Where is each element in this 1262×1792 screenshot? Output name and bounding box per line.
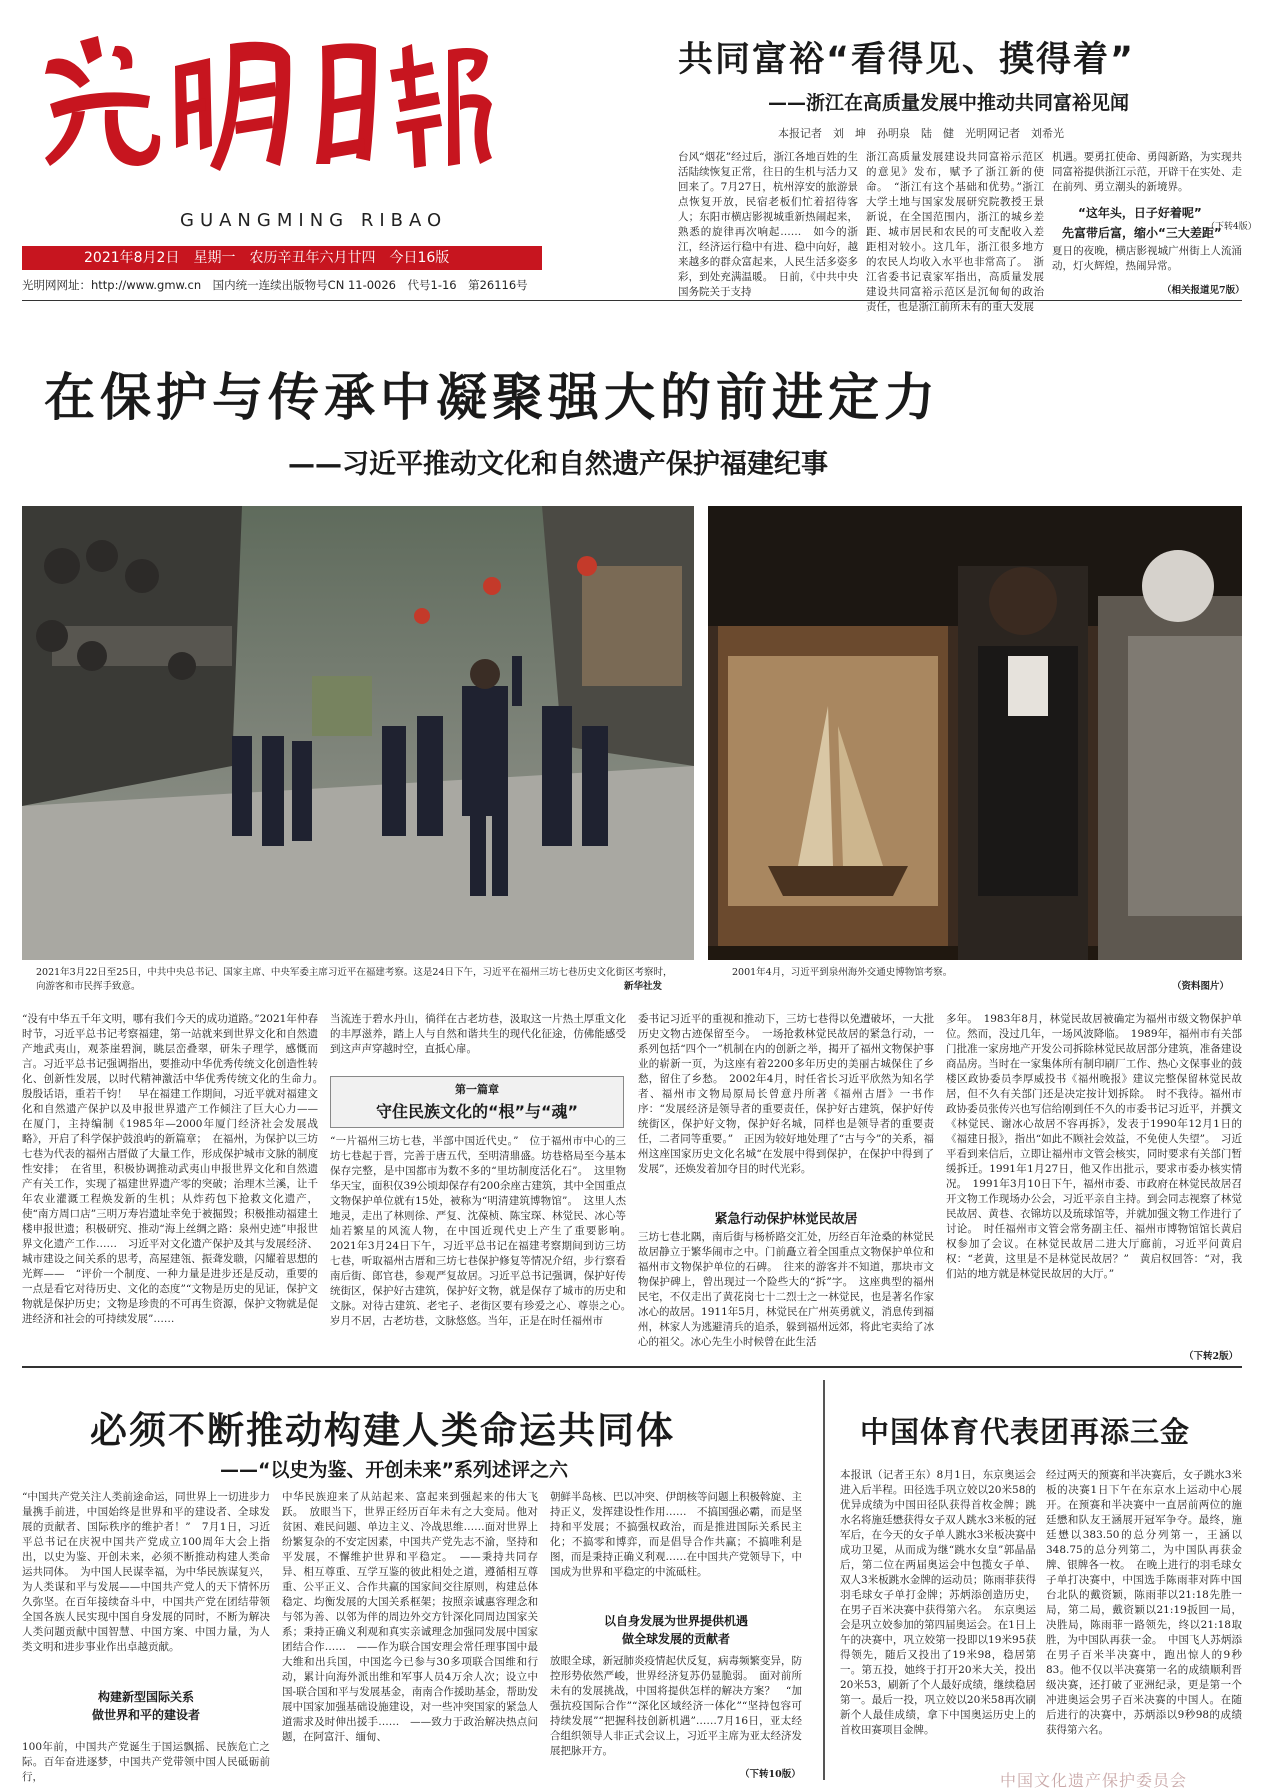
main-col4-cont: （下转2版） bbox=[1184, 1351, 1239, 1362]
top-story-subtitle: ——浙江在高质量发展中推动共同富裕见闻 bbox=[768, 92, 1130, 114]
photo-sanfang-qixiang bbox=[22, 506, 694, 960]
bottom-divider bbox=[823, 1380, 825, 1780]
top-story-col2: 浙江高质量发展建设共同富裕示范区的意见》发布，赋予了浙江新的使命。 “浙江有这个基础和优势。”浙江大学土地与国家发展研究院教授王景新说，在全国范围内，浙江的城乡差距、城市居民和农民的可支配收入差距相对较小。这几年，浙江很多地方的农民人均收入水平也非常高了。 浙江省委书记袁家军指出，高质量发展建设共同富裕示范区是沉甸甸的政治责任，也是浙江前所未有的重大发展 bbox=[866, 151, 1044, 313]
watermark: 中国文化遗产保护委员会 bbox=[1000, 1771, 1188, 1790]
info-bar: 光明网网址：http://www.gmw.cn 国内统一连续出版物号CN 11-0026 代号1-16 第26116号 bbox=[22, 278, 528, 292]
photo-quanzhou-museum bbox=[708, 506, 1242, 960]
top-story-byline: 本报记者 刘 坤 孙明泉 陆 健 光明网记者 刘希光 bbox=[778, 127, 1064, 140]
top-story-related-note: （相关报道见7版） bbox=[1162, 285, 1245, 296]
top-story-col3-after: 夏日的夜晚，横店影视城广州街上人流涌动，灯火辉煌，热闹异常。 bbox=[1052, 245, 1242, 272]
masthead-logo bbox=[40, 26, 495, 176]
top-story-title: 共同富裕“看得见、摸得着” bbox=[678, 40, 1136, 80]
photo1-credit: 新华社发 bbox=[624, 981, 663, 992]
photo-museum-scene-icon bbox=[708, 506, 1242, 960]
photo2-caption: 2001年4月，习近平到泉州海外交通史博物馆考察。 bbox=[732, 967, 953, 978]
bl-col1-bottom: 100年前，中国共产党诞生于国运飘摇、民族危亡之际。百年奋进逐梦，中国共产党带领中国人民砥砺前行， bbox=[22, 1741, 270, 1783]
br-col2: 经过两天的预赛和半决赛后，女子跳水3米板的决赛1日下午在东京水上运动中心展开。在预赛和半决赛中一直居前两位的施廷懋和队友王涵展开冠军争夺。最终，施廷懋以383.50的总分列第一，王涵以348.75的总分列第二，为中国队再获金牌、银牌各一枚。 在晚上进行的羽毛球女子单打决赛中，中国选手陈雨菲对阵中国台北队的戴资颖，陈雨菲以21:18先胜一局，第二局，戴资颖以21:19扳回一局，决胜局，陈雨菲一路领先，终以21:18取胜，为中国队再获一金。 中国飞人苏炳添在男子百米半决赛中，跑出惊人的9秒83。他不仅以半决赛第一名的成绩顺利晋级决赛，还打破了亚洲纪录，更是第一个冲进奥运会男子百米决赛的中国人。在随后进行的决赛中，苏炳添以9秒98的成绩获得第六名。 bbox=[1046, 1469, 1242, 1736]
main-col3-top: 委书记习近平的重视和推动下，三坊七巷得以免遭破坏，一大批历史文物古迹保留至今。 一场抢救林觉民故居的紧急行动，一系列包括“四个一”机制在内的创新之举，揭开了福州文物保护事业的崭新一页，为这座有着2200多年历史的美丽古城保住了乡愁，留住了乡愁。 2002年4月，时任省长习近平欣然为知名学者、福州市文物局原局长曾意丹所著《福州古厝》一书作序：“发展经济是领导者的重要责任，保护好古建筑，保护好传统街区，保护好文物，保护好名城，同样也是领导者的重要责任，二者同等重要。” 正因为较好地处理了“古与今”的关系，福州这座国家历史文化名城“在发展中得到保护，在保护中得到了发展”，还焕发着加夺目的时代光彩。 bbox=[638, 1013, 934, 1175]
main-col2-bottom: “一片福州三坊七巷，半部中国近代史。” 位于福州市中心的三坊七巷起于晋，完善于唐五代，至明清鼎盛。坊巷格局至今基本保存完整，是中国都市为数不多的“里坊制度活化石”。 这里物华天宝，面积仅39公顷却保存有200余座古建筑，其中全国重点文物保护单位就有15处，被称为“明清建筑博物馆”。 这里人杰地灵，走出了林则徐、严复、沈葆桢、陈宝琛、林觉民、冰心等灿若繁星的风流人物，在中国近现代史上产生了重要影响。 2021年3月24日下午，习近平总书记在福建考察期间到访三坊七巷，听取福州古厝和三坊七巷保护修复等情况介绍，步行察看南后街、郎官巷，参观严复故居。习近平总书记强调，保护好传统街区，保护好古建筑，保护好文物，就是保存了城市的历史和文脉。对待古建筑、老宅子、老街区要有珍爱之心、尊崇之心。 岁月不居，古老坊巷，文脉悠悠。当年，正是在时任福州市 bbox=[330, 1135, 637, 1327]
bottom-left-subtitle: ——“以史为鉴、开创未来”系列述评之六 bbox=[220, 1459, 568, 1481]
bl-col1-subhead: 构建新型国际关系 做世界和平的建设者 bbox=[91, 1690, 200, 1722]
main-col2-top: 当流连于碧水丹山，徜徉在古老坊巷，汲取这一片热土厚重文化的丰厚滋养，踏上人与自然和谐共生的现代化征途，仿佛能感受到这声声穿越时空，直抵心扉。 bbox=[330, 1013, 626, 1055]
date-bar: 2021年8月2日 星期一 农历辛丑年六月廿四 今日16版 bbox=[22, 246, 542, 270]
main-col1: “没有中华五千年文明，哪有我们今天的成功道路。”2021年仲春时节，习近平总书记考察福建，第一站就来到世界文化和自然遗产地武夷山，观茶崖碧涧，眺层峦叠翠，研朱子理学，感慨而言。习近平总书记强调指出，要推动中华优秀传统文化创造性转化、创新性发展，以时代精神激活中华优秀传统文化的生命力。 殷殷话语，重若千钧！ 早在福建工作期间，习近平就对福建文化和自然遗产保护以及申报世界遗产工作倾注了巨大心力—— 在厦门，主持编制《1985年—2000年厦门经济社会发展战略》，开启了科学保护鼓浪屿的新篇章； 在福州，为保护以三坊七巷为代表的福州古厝做了大量工作，形成保护城市文脉的制度性安排； 在省里，积极协调推动武夷山申报世界文化和自然遗产有关工作，实现了福建世界遗产零的突破；治理木兰溪，让千年农业灌溉工程焕发新的生机；从炸药包下抢救文化遗产，使“南方周口店”三明万寿岩遗址幸免于被掘毁；积极推动福建土楼申报世遗；积极研究、推动“海上丝绸之路：泉州史迹”申报世界文化遗产工作…… 习近平对文化遗产保护及其与发展经济、城市建设之间关系的思考，高屋建瓴、振聋发聩，闪耀着思想的光辉—— “评价一个制度、一种力量是进步还是反动，重要的一点是看它对待历史、文化的态度”“文物是历史的见证，保护文物就是保护历史；文物是珍贵的不可再生资源，保护文物就是促进经济和社会的可持续发展”…… bbox=[22, 1013, 329, 1325]
photo1-caption: 2021年3月22日至25日，中共中央总书记、国家主席、中央军委主席习近平在福建考察。这是24日下午，习近平在福州三坊七巷历史文化街区考察时，向游客和市民挥手致意。 bbox=[36, 967, 673, 992]
masthead-calligraphy-icon bbox=[40, 26, 495, 176]
main-story-title: 在保护与传承中凝聚强大的前进定力 bbox=[44, 369, 941, 428]
bl-col1: “中国共产党关注人类前途命运，同世界上一切进步力量携手前进，中国始终是世界和平的建设者、全球发展的贡献者、国际秩序的维护者！” 7月1日，习近平总书记在庆祝中国共产党成立100周年大会上指出，以史为鉴、开创未来，必须不断推动构建人类命运共同体。 为中国人民谋幸福，为中华民族谋复兴，为人类谋和平与发展——中国共产党人的天下情怀历久弥坚。在百年接续奋斗中，中国共产党在团结带领全国各族人民实现中国自身发展的同时，不断为解决人类问题贡献中国智慧、中国方案、中国力量，为人类文明和进步事业作出卓越贡献。 bbox=[22, 1491, 270, 1653]
bl-col3-subhead: 以自身发展为世界提供机遇 做全球发展的贡献者 bbox=[603, 1614, 748, 1646]
col3-box-title: 紧急行动保护林觉民故居 bbox=[714, 1212, 858, 1227]
bl-cont-note: （下转10版） bbox=[740, 1769, 801, 1780]
chapter-label: 第一篇章 bbox=[455, 1083, 499, 1096]
top-story-cont-note: （下转4版） bbox=[1206, 222, 1257, 232]
main-col4: 多年。 1983年8月，林觉民故居被确定为福州市级文物保护单位。然而，没过几年，一场风波降临。 1989年，福州市有关部门批准一家房地产开发公司拆除林觉民故居部分建筑，准备建设商品房。当时在一家集体所有制印刷厂工作、热心文保事业的鼓楼区政协委员李厚威投书《福州晚报》建议完整保留林觉民故居，但不久有关部门还是决定按计划拆除。 时不我待。福州市政协委员张传兴也写信给刚到任不久的市委书记习近平，并撰文《林觉民、谢冰心故居不容再拆》，发表于1990年12月1日的《福建日报》，指出“如此不顾社会效益，不免使人失望”。 习近平看到来信后，立即让福州市文管会核实，同时要求有关部门暂缓拆迁。1991年1月27日，他又作出批示，要求市委办核实情况。 1991年3月10日下午，福州市委、市政府在林觉民故居召开文物工作现场办公会，习近平亲自主持。到会同志视察了林觉民故居、黄巷、衣锦坊以及琉球馆等，并就加强文物工作进行了讨论。 时任福州市文管会常务副主任、福州市博物馆馆长黄启权参加了会议。在林觉民故居二进大厅廊前，习近平问黄启权：“老黄，这里是不是林觉民故居？” 黄启权回答：“对，我们站的地方就是林觉民故居的大厅。” bbox=[946, 1013, 1242, 1280]
top-story-col3: 机遇。要勇扛使命、勇闯新路，为实现共同富裕提供浙江示范，开辟干在实处、走在前列、勇立潮头的新境界。 bbox=[1052, 151, 1242, 193]
bottom-left-title: 必须不断推动构建人类命运共同体 bbox=[90, 1409, 675, 1452]
header-rule bbox=[22, 300, 1242, 301]
top-story-col1: 台风“烟花”经过后，浙江各地百姓的生活陆续恢复正常，往日的生机与活力又回来了。7月27日，杭州淳安的旅游景点恢复开放，民宿老板们忙着招待客人；东阳市横店影视城重新热闹起来，熟悉的旋律再次响起…… 如今的浙江，经济运行稳中有进、稳中向好，越来越多的群众富起来，人民生活多姿多彩，到处充满温暖。 日前，《中共中央 国务院关于支持 bbox=[678, 151, 869, 298]
br-col1: 本报讯（记者王东）8月1日，东京奥运会进入后半程。田径选手巩立姣以20米58的优异成绩为中国田径队获得首枚金牌；跳水名将施廷懋获得女子双人跳水3米板的冠军后，在今天的女子单人跳水3米板决赛中成功卫冕，从而成为继“跳水女皇”郭晶晶后，第二位在两届奥运会中包揽女子单、双人3米板跳水金牌的运动员；陈雨菲获得羽毛球女子单打金牌；苏炳添创造历史，在男子百米决赛中获得第六名。 东京奥运会是巩立姣参加的第四届奥运会。在1日上午的决赛中，巩立姣第一投即以19米95获得领先，随后又投出了19米98，稳居第一。第五投，她终于打开20米大关，投出20米53，刷新了个人最好成绩，继续稳居第一。最后一投，巩立姣以20米58再次刷新个人最佳成绩，拿下中国奥运历史上的首枚田赛项目金牌。 bbox=[840, 1469, 1036, 1736]
main-col3-bottom: 三坊七巷北隅，南后街与杨桥路交汇处，历经百年沧桑的林觉民故居静立于繁华闹市之中。门前矗立着全国重点文物保护单位和福州市文物保护单位的石碑。 往来的游客并不知道，那块市文物保护碑上，曾出现过一个险些大的“拆”字。 这座典型的福州民宅，不仅走出了黄花岗七十二烈士之一林觉民，也是著名作家冰心的故居。1911年5月，林觉民在广州英勇就义，消息传到福州，林家人为逃避清兵的追杀，躲到福州远郊，将此宅卖给了冰心的祖父。冰心先生小时候曾在此生活 bbox=[638, 1231, 934, 1348]
top-story-side-title-1: “这年头，日子好着呢” bbox=[1078, 206, 1202, 220]
chapter-box bbox=[330, 1076, 624, 1128]
bl-col3-top: 朝鲜半岛核、巴以冲突、伊朗核等问题上积极斡旋、主持正义，发挥建设性作用…… 不搞国强必霸，而是坚持和平发展；不搞强权政治，而是推进国际关系民主化；不搞零和博弈，而是倡导合作共赢；不搞唯利是图，而是秉持正确义利观……在中国共产党领导下，中国成为世界和平稳定的中流砥柱。 bbox=[550, 1491, 802, 1578]
photo-street-scene-icon bbox=[22, 506, 694, 960]
photo2-credit: （资料图片） bbox=[1172, 981, 1230, 992]
main-story-subtitle: ——习近平推动文化和自然遗产保护福建纪事 bbox=[288, 449, 828, 480]
chapter-title: 守住民族文化的“根”与“魂” bbox=[375, 1102, 579, 1121]
bottom-right-title: 中国体育代表团再添三金 bbox=[860, 1415, 1191, 1449]
main-bottom-rule bbox=[22, 1366, 1242, 1368]
masthead-pinyin: GUANGMING RIBAO bbox=[180, 210, 448, 231]
bl-col3-bottom: 放眼全球，新冠肺炎疫情起伏反复，病毒频繁变异，防控形势依然严峻，世界经济复苏仍显脆弱。 面对前所未有的发展挑战，中国将提供怎样的解决方案？ “加强抗疫国际合作”“深化区域经济一体化”“坚持包容可持续发展”“把握科技创新机遇”……7月16日，亚太经合组织领导人非正式会议上，习近平主席为亚太经济发展把脉开方。 bbox=[550, 1655, 802, 1757]
top-story-side-title-2: 先富带后富，缩小“三大差距” bbox=[1062, 226, 1222, 240]
bl-col2: 中华民族迎来了从站起来、富起来到强起来的伟大飞跃。 放眼当下，世界正经历百年未有之大变局。他对贫困、难民问题、单边主义、冷战思维……面对世界上纷繁复杂的不安定因素，中国共产党先志不渝，坚持和平发展，不懈维护世界和平稳定。 ——秉持共同存异、相互尊重、互学互鉴的彼此相处之道，遵循相互尊重、公平正义、合作共赢的国家间交往原则，构建总体稳定、均衡发展的大国关系框架；按照亲诚惠容理念和与邻为善、以邻为伴的周边外交方针深化同周边国家关系；秉持正确义利观和真实亲诚理念加强同发展中国家团结合作…… ——作为联合国安理会常任理事国中最大维和出兵国，中国迄今已参与30多项联合国维和行动，累计向海外派出维和军事人员4万余人次；设立中国-联合国和平与发展基金，南南合作援助基金，帮助发展中国家加强基础设施建设，对一些冲突国家的紧急人道需求及时伸出援手…… ——致力于政治解决热点问题，在阿富汗、缅甸、 bbox=[282, 1491, 538, 1743]
